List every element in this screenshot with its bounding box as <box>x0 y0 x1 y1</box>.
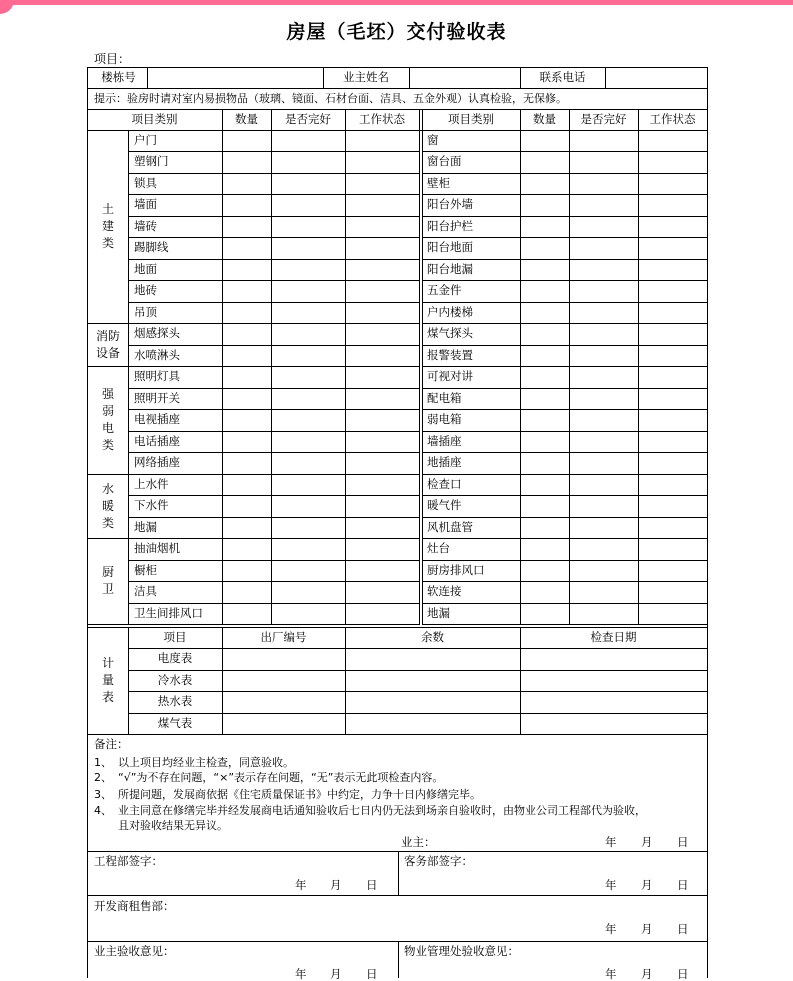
double-divider <box>419 109 420 625</box>
rule <box>87 538 129 539</box>
intact-cell[interactable] <box>570 432 638 452</box>
item-label: 墙砖 <box>134 219 157 233</box>
rule <box>422 624 708 625</box>
status-cell[interactable] <box>346 367 419 388</box>
item-label: 照明开关 <box>134 391 180 405</box>
intact-cell[interactable] <box>570 324 638 345</box>
item-label: 电视插座 <box>134 412 180 426</box>
intact-cell[interactable] <box>272 324 345 345</box>
item-label-right: 地漏 <box>427 606 450 620</box>
intact-cell[interactable] <box>272 303 345 323</box>
item-label-right: 灶台 <box>427 541 450 555</box>
status-cell[interactable] <box>639 281 707 302</box>
owner-opinion-label: 业主验收意见： <box>94 944 175 958</box>
customer-service-date-day: 日 <box>677 878 689 892</box>
col-header-category: 项目类别 <box>131 112 178 126</box>
date-cell[interactable] <box>521 692 707 713</box>
customer-service-signature-label: 客务部签字： <box>404 854 473 868</box>
rule <box>87 323 129 324</box>
status-cell[interactable] <box>639 174 707 194</box>
date-cell[interactable] <box>521 671 707 691</box>
item-label: 踢脚线 <box>134 240 169 254</box>
item-label-right: 风机盘管 <box>427 520 473 534</box>
property-opinion-date-month: 月 <box>641 967 653 981</box>
building-number-field[interactable] <box>148 68 323 88</box>
intact-cell[interactable] <box>272 453 345 474</box>
item-label: 上水件 <box>134 477 169 491</box>
item-label: 橱柜 <box>134 563 157 577</box>
category-label: 水 暖 类 <box>101 481 114 530</box>
property-opinion-label: 物业管理处验收意见： <box>404 944 519 958</box>
quantity-cell[interactable] <box>521 238 569 259</box>
customer-service-signature-area[interactable] <box>399 852 707 895</box>
owner-name-field[interactable] <box>410 68 520 88</box>
developer-sales-date-day: 日 <box>677 922 689 936</box>
note-text: “√”为不存在问题，“×”表示存在问题，“无”表示无此项检查内容。 <box>118 771 444 784</box>
intact-cell[interactable] <box>272 217 345 237</box>
intact-cell[interactable] <box>272 410 345 431</box>
intact-cell[interactable] <box>272 260 345 280</box>
status-cell[interactable] <box>346 281 419 302</box>
item-label-right: 五金件 <box>427 283 462 297</box>
status-cell[interactable] <box>346 303 419 323</box>
serial-cell[interactable] <box>223 692 345 713</box>
col-header-intact: 是否完好 <box>285 112 331 126</box>
quantity-cell[interactable] <box>223 561 271 581</box>
category-divider <box>128 130 129 625</box>
note-number: 4、 <box>94 804 112 817</box>
quantity-cell[interactable] <box>521 518 569 538</box>
reading-cell[interactable] <box>346 649 520 670</box>
meter-category-label: 计 量 表 <box>101 656 114 704</box>
quantity-cell[interactable] <box>223 604 271 624</box>
item-label: 地面 <box>134 262 157 276</box>
intact-cell[interactable] <box>272 475 345 495</box>
property-opinion-area[interactable] <box>399 942 707 977</box>
status-cell[interactable] <box>346 131 419 151</box>
quantity-cell[interactable] <box>223 324 271 345</box>
item-label: 抽油烟机 <box>134 541 180 555</box>
status-cell[interactable] <box>346 260 419 280</box>
item-label-right: 厨房排风口 <box>427 563 485 577</box>
item-label: 网络插座 <box>134 455 180 469</box>
serial-cell[interactable] <box>223 671 345 691</box>
owner-signature-label: 业主： <box>401 835 436 849</box>
item-label: 户门 <box>134 133 157 147</box>
meter-name: 煤气表 <box>157 716 193 730</box>
status-cell[interactable] <box>639 217 707 237</box>
serial-cell[interactable] <box>223 714 345 734</box>
intact-cell[interactable] <box>570 475 638 495</box>
col-header-category-right: 项目类别 <box>448 112 494 126</box>
category-label: 强 弱 电 类 <box>101 387 114 452</box>
note-continuation: 且对验收结果无异议。 <box>118 819 228 832</box>
status-cell[interactable] <box>346 324 419 345</box>
quantity-cell[interactable] <box>223 195 271 216</box>
item-label-right: 窗 <box>427 133 439 147</box>
notes-heading: 备注： <box>94 737 129 751</box>
category-label: 厨 卫 <box>101 565 114 596</box>
note-text: 业主同意在修缮完毕并经发展商电话通知验收后七日内仍无法到场亲自验收时，由物业公司工程部代为验收， <box>118 804 646 817</box>
status-cell[interactable] <box>346 496 419 517</box>
status-cell[interactable] <box>639 303 707 323</box>
quantity-cell[interactable] <box>521 152 569 173</box>
status-cell[interactable] <box>639 582 707 603</box>
rule <box>87 366 129 367</box>
intact-cell[interactable] <box>570 281 638 302</box>
quantity-cell[interactable] <box>521 131 569 151</box>
intact-cell[interactable] <box>272 389 345 409</box>
quantity-cell[interactable] <box>521 303 569 323</box>
engineering-date-month: 月 <box>330 878 342 892</box>
item-label: 吊顶 <box>134 305 157 319</box>
intact-cell[interactable] <box>272 539 345 560</box>
status-cell[interactable] <box>346 346 419 366</box>
intact-cell[interactable] <box>272 238 345 259</box>
engineering-date-day: 日 <box>366 878 378 892</box>
table-right-border <box>707 67 708 978</box>
note-number: 2、 <box>94 771 112 784</box>
item-label: 照明灯具 <box>134 369 180 383</box>
intact-cell[interactable] <box>570 453 638 474</box>
developer-sales-label: 开发商租售部： <box>94 899 175 913</box>
date-cell[interactable] <box>521 649 707 670</box>
quantity-cell[interactable] <box>521 582 569 603</box>
engineering-date-year: 年 <box>295 878 307 892</box>
quantity-cell[interactable] <box>521 496 569 517</box>
quantity-cell[interactable] <box>223 475 271 495</box>
status-cell[interactable] <box>346 410 419 431</box>
status-cell[interactable] <box>346 195 419 216</box>
intact-cell[interactable] <box>570 389 638 409</box>
meter-name: 热水表 <box>157 694 193 708</box>
quantity-cell[interactable] <box>223 346 271 366</box>
status-cell[interactable] <box>346 432 419 452</box>
inspection-tip: 提示：验房时请对室内易损物品（玻璃、镜面、石材台面、洁具、五金外观）认真检验，无保修。 <box>94 92 567 105</box>
quantity-cell[interactable] <box>521 539 569 560</box>
item-label: 卫生间排风口 <box>134 606 203 620</box>
quantity-cell[interactable] <box>223 582 271 603</box>
status-cell[interactable] <box>639 410 707 431</box>
item-label-right: 报警装置 <box>427 348 473 362</box>
rule <box>128 624 420 625</box>
engineering-signature-label: 工程部签字： <box>94 854 163 868</box>
status-cell[interactable] <box>639 475 707 495</box>
status-cell[interactable] <box>639 389 707 409</box>
building-number-label: 楼栋号 <box>101 70 136 84</box>
intact-cell[interactable] <box>570 539 638 560</box>
rule <box>87 109 708 110</box>
item-label: 下水件 <box>134 498 169 512</box>
intact-cell[interactable] <box>272 582 345 603</box>
intact-cell[interactable] <box>570 367 638 388</box>
intact-cell[interactable] <box>570 131 638 151</box>
date-cell[interactable] <box>521 714 707 734</box>
intact-cell[interactable] <box>570 238 638 259</box>
quantity-cell[interactable] <box>521 410 569 431</box>
quantity-cell[interactable] <box>223 217 271 237</box>
item-label: 烟感探头 <box>134 326 180 340</box>
owner-opinion-date-day: 日 <box>366 967 378 981</box>
status-cell[interactable] <box>639 238 707 259</box>
item-label: 地砖 <box>134 283 157 297</box>
quantity-cell[interactable] <box>223 152 271 173</box>
owner-sign-date-year: 年 <box>605 835 617 849</box>
status-cell[interactable] <box>639 152 707 173</box>
intact-cell[interactable] <box>272 604 345 624</box>
engineering-signature-area[interactable] <box>88 852 398 895</box>
owner-sign-date-month: 月 <box>641 835 653 849</box>
reading-cell[interactable] <box>346 692 520 713</box>
status-cell[interactable] <box>639 131 707 151</box>
owner-opinion-area[interactable] <box>88 942 398 977</box>
quantity-cell[interactable] <box>223 238 271 259</box>
page-title: 房屋（毛坯）交付验收表 <box>286 21 507 43</box>
status-cell[interactable] <box>639 260 707 280</box>
quantity-cell[interactable] <box>521 453 569 474</box>
intact-cell[interactable] <box>272 367 345 388</box>
intact-cell[interactable] <box>272 346 345 366</box>
item-label: 电话插座 <box>134 434 180 448</box>
quantity-cell[interactable] <box>223 539 271 560</box>
item-label-right: 配电箱 <box>427 391 462 405</box>
double-divider <box>87 627 708 628</box>
intact-cell[interactable] <box>272 195 345 216</box>
category-label: 消防 设备 <box>95 328 120 360</box>
rule <box>87 474 129 475</box>
intact-cell[interactable] <box>272 561 345 581</box>
property-opinion-date-day: 日 <box>677 967 689 981</box>
status-cell[interactable] <box>346 152 419 173</box>
intact-cell[interactable] <box>272 496 345 517</box>
item-label-right: 阳台护栏 <box>427 219 473 233</box>
note-number: 1、 <box>94 756 112 769</box>
item-label-right: 户内楼梯 <box>427 305 473 319</box>
owner-opinion-date-year: 年 <box>295 967 307 981</box>
note-number: 3、 <box>94 788 112 801</box>
reading-cell[interactable] <box>346 671 520 691</box>
developer-sales-date-month: 月 <box>641 922 653 936</box>
quantity-cell[interactable] <box>223 367 271 388</box>
item-label: 地漏 <box>134 520 157 534</box>
intact-cell[interactable] <box>272 281 345 302</box>
item-label: 锁具 <box>134 176 157 190</box>
top-accent-bar <box>0 0 793 5</box>
quantity-cell[interactable] <box>521 561 569 581</box>
quantity-cell[interactable] <box>521 604 569 624</box>
quantity-cell[interactable] <box>223 131 271 151</box>
double-divider <box>422 109 423 625</box>
intact-cell[interactable] <box>570 518 638 538</box>
quantity-cell[interactable] <box>521 195 569 216</box>
contact-phone-label: 联系电话 <box>539 70 586 84</box>
quantity-cell[interactable] <box>223 389 271 409</box>
intact-cell[interactable] <box>570 496 638 517</box>
quantity-cell[interactable] <box>223 303 271 323</box>
status-cell[interactable] <box>639 324 707 345</box>
quantity-cell[interactable] <box>521 346 569 366</box>
status-cell[interactable] <box>346 539 419 560</box>
item-label-right: 阳台地面 <box>427 240 473 254</box>
status-cell[interactable] <box>346 561 419 581</box>
item-label-right: 可视对讲 <box>427 369 473 383</box>
item-label: 墙面 <box>134 197 157 211</box>
owner-opinion-date-month: 月 <box>330 967 342 981</box>
intact-cell[interactable] <box>570 260 638 280</box>
top-accent-curl <box>0 0 14 14</box>
project-label: 项目： <box>94 52 131 66</box>
status-cell[interactable] <box>346 518 419 538</box>
status-cell[interactable] <box>639 496 707 517</box>
status-cell[interactable] <box>639 539 707 560</box>
rule <box>87 624 129 625</box>
quantity-cell[interactable] <box>521 260 569 280</box>
intact-cell[interactable] <box>570 217 638 237</box>
intact-cell[interactable] <box>570 561 638 581</box>
col-header-status: 工作状态 <box>359 112 405 126</box>
quantity-cell[interactable] <box>223 281 271 302</box>
item-label-right: 软连接 <box>427 584 462 598</box>
serial-cell[interactable] <box>223 649 345 670</box>
quantity-cell[interactable] <box>521 367 569 388</box>
status-cell[interactable] <box>346 238 419 259</box>
intact-cell[interactable] <box>570 195 638 216</box>
owner-name-label: 业主姓名 <box>343 70 389 84</box>
quantity-cell[interactable] <box>521 475 569 495</box>
status-cell[interactable] <box>346 453 419 474</box>
note-text: 所提问题，发展商依据《住宅质量保证书》中约定，力争十日内修缮完毕。 <box>118 788 481 801</box>
intact-cell[interactable] <box>272 131 345 151</box>
item-label-right: 检查口 <box>427 477 462 491</box>
owner-sign-date-day: 日 <box>677 835 689 849</box>
contact-phone-field[interactable] <box>606 68 707 88</box>
quantity-cell[interactable] <box>223 453 271 474</box>
quantity-cell[interactable] <box>223 432 271 452</box>
status-cell[interactable] <box>346 174 419 194</box>
col-header-quantity-right: 数量 <box>533 112 556 126</box>
intact-cell[interactable] <box>272 174 345 194</box>
status-cell[interactable] <box>346 604 419 624</box>
item-label-right: 地插座 <box>427 455 462 469</box>
intact-cell[interactable] <box>570 152 638 173</box>
rule <box>87 88 708 89</box>
item-label-right: 弱电箱 <box>427 412 462 426</box>
meter-col-serial: 出厂编号 <box>260 630 307 644</box>
status-cell[interactable] <box>639 453 707 474</box>
quantity-cell[interactable] <box>223 410 271 431</box>
quantity-cell[interactable] <box>521 174 569 194</box>
intact-cell[interactable] <box>570 410 638 431</box>
item-label-right: 阳台地漏 <box>427 262 473 276</box>
status-cell[interactable] <box>639 518 707 538</box>
item-label: 塑钢门 <box>134 154 169 168</box>
col-header-quantity: 数量 <box>235 112 258 126</box>
note-text: 以上项目均经业主检查，同意验收。 <box>118 756 294 769</box>
status-cell[interactable] <box>639 432 707 452</box>
item-label: 洁具 <box>134 584 157 598</box>
quantity-cell[interactable] <box>223 260 271 280</box>
intact-cell[interactable] <box>570 582 638 603</box>
status-cell[interactable] <box>639 346 707 366</box>
status-cell[interactable] <box>346 389 419 409</box>
intact-cell[interactable] <box>570 174 638 194</box>
rule <box>87 734 708 735</box>
intact-cell[interactable] <box>570 303 638 323</box>
intact-cell[interactable] <box>272 518 345 538</box>
intact-cell[interactable] <box>272 432 345 452</box>
col-header-status-right: 工作状态 <box>649 112 696 126</box>
category-label: 土 建 类 <box>101 202 114 250</box>
meter-name: 电度表 <box>157 651 193 665</box>
meter-col-item: 项目 <box>163 630 187 644</box>
meter-col-date: 检查日期 <box>590 630 637 644</box>
status-cell[interactable] <box>639 367 707 388</box>
item-label-right: 暖气件 <box>427 498 462 512</box>
status-cell[interactable] <box>346 217 419 237</box>
reading-cell[interactable] <box>346 714 520 734</box>
item-label-right: 墙插座 <box>427 434 462 448</box>
quantity-cell[interactable] <box>521 217 569 237</box>
status-cell[interactable] <box>346 582 419 603</box>
quantity-cell[interactable] <box>521 432 569 452</box>
customer-service-date-year: 年 <box>605 878 617 892</box>
quantity-cell[interactable] <box>521 389 569 409</box>
intact-cell[interactable] <box>570 604 638 624</box>
item-label-right: 煤气探头 <box>427 326 473 340</box>
status-cell[interactable] <box>639 195 707 216</box>
status-cell[interactable] <box>639 604 707 624</box>
customer-service-date-month: 月 <box>641 878 653 892</box>
item-label-right: 窗台面 <box>427 154 462 168</box>
status-cell[interactable] <box>346 475 419 495</box>
col-header-intact-right: 是否完好 <box>580 112 627 126</box>
quantity-cell[interactable] <box>521 281 569 302</box>
quantity-cell[interactable] <box>223 496 271 517</box>
meter-col-reading: 余数 <box>421 630 444 644</box>
quantity-cell[interactable] <box>223 174 271 194</box>
quantity-cell[interactable] <box>521 324 569 345</box>
status-cell[interactable] <box>639 561 707 581</box>
intact-cell[interactable] <box>570 346 638 366</box>
property-opinion-date-year: 年 <box>605 967 617 981</box>
quantity-cell[interactable] <box>223 518 271 538</box>
item-label-right: 阳台外墙 <box>427 197 473 211</box>
developer-sales-date-year: 年 <box>605 922 617 936</box>
item-label-right: 壁柜 <box>427 176 450 190</box>
meter-name: 冷水表 <box>157 673 193 687</box>
intact-cell[interactable] <box>272 152 345 173</box>
item-label: 水喷淋头 <box>134 348 180 362</box>
